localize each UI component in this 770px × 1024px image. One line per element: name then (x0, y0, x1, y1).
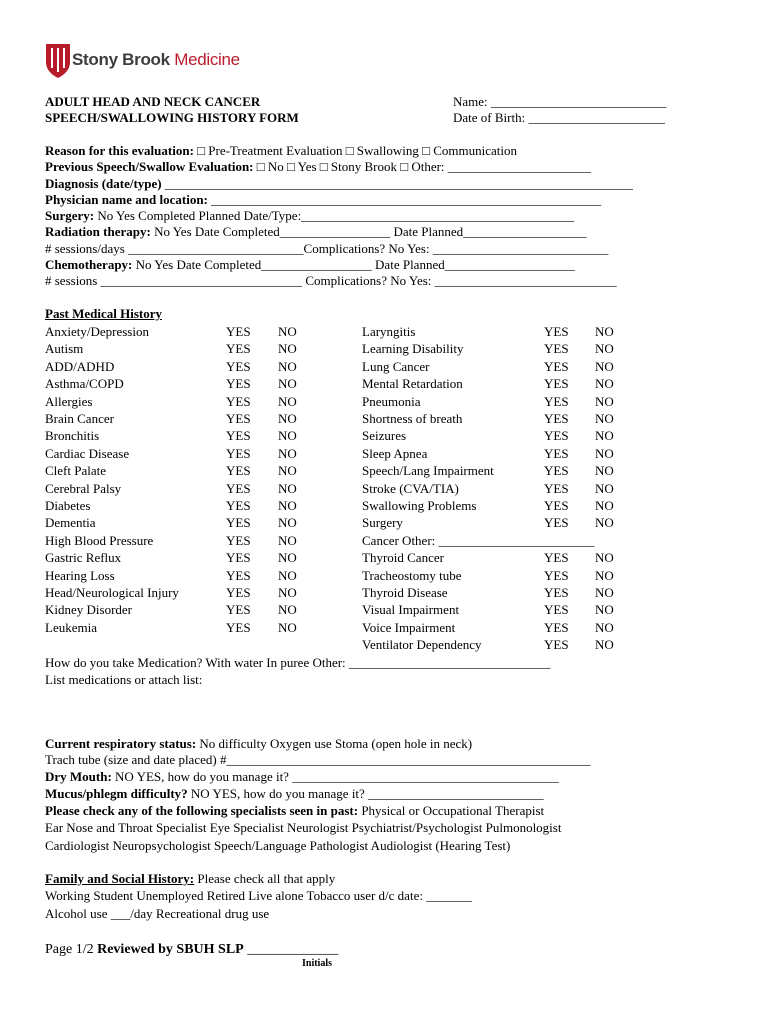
pmh-yes-checkbox[interactable]: YES (544, 550, 569, 566)
pmh-no-checkbox[interactable]: NO (278, 341, 297, 357)
pmh-yes-checkbox[interactable]: YES (226, 324, 251, 339)
pmh-yes-checkbox[interactable]: YES (544, 358, 569, 374)
dry-mouth-options[interactable]: NO YES, how do you manage it? _________________________________________ (115, 769, 559, 784)
pmh-condition: Brain Cancer (45, 411, 114, 426)
diagnosis-field[interactable]: ________________________________________________________________________ (164, 176, 633, 191)
pmh-condition: Hearing Loss (45, 567, 115, 583)
family-label: Family and Social History: (45, 871, 195, 886)
footer-row (45, 942, 338, 958)
diagnosis-label: Diagnosis (date/type) (45, 176, 162, 191)
specialists-row-3[interactable]: Cardiologist Neuropsychologist Speech/Language Pathologist Audiologist (Hearing Test) (45, 838, 511, 853)
chemo-options[interactable]: No Yes Date Completed_________________ Date Planned____________________ (135, 257, 575, 272)
physician-field[interactable]: ____________________________________________________________ (211, 192, 602, 207)
pmh-condition: Diabetes (45, 498, 91, 513)
pmh-no-checkbox[interactable]: NO (278, 532, 297, 548)
pmh-yes-checkbox[interactable]: YES (226, 602, 251, 618)
pmh-yes-checkbox[interactable]: YES (226, 376, 251, 392)
pmh-condition: Tracheostomy tube (362, 567, 462, 583)
reason-options[interactable]: □ Pre-Treatment Evaluation □ Swallowing □ Communication (197, 143, 518, 158)
radiation-sessions-row[interactable]: # sessions/days ___________________________Complications? No Yes: ___________________________ (45, 241, 609, 256)
pmh-no-checkbox[interactable]: NO (278, 567, 297, 583)
reason-row (45, 143, 517, 159)
respiratory-row (45, 736, 472, 752)
pmh-yes-checkbox[interactable]: YES (226, 515, 251, 531)
pmh-yes-checkbox[interactable]: YES (226, 498, 251, 513)
pmh-no-checkbox[interactable]: NO (278, 585, 297, 600)
previous-eval-label: Previous Speech/Swallow Evaluation: (45, 159, 254, 174)
pmh-condition: Swallowing Problems (362, 498, 477, 513)
pmh-no-checkbox[interactable]: NO (595, 480, 614, 496)
pmh-condition: Cleft Palate (45, 463, 107, 479)
pmh-no-checkbox[interactable]: NO (278, 428, 297, 444)
family-row-1[interactable]: Working Student Unemployed Retired Live alone Tobacco user d/c date: _______ (45, 888, 472, 903)
pmh-condition: Ventilator Dependency (362, 637, 482, 653)
pmh-condition: Surgery (362, 515, 403, 531)
physician-row (45, 192, 601, 208)
pmh-yes-checkbox[interactable]: YES (544, 515, 569, 531)
pmh-condition: Thyroid Cancer (362, 550, 444, 566)
family-row (45, 871, 335, 887)
radiation-label: Radiation therapy: (45, 224, 151, 239)
pmh-no-checkbox[interactable]: NO (278, 463, 297, 479)
pmh-yes-checkbox[interactable]: YES (544, 480, 569, 496)
pmh-no-checkbox[interactable]: NO (278, 498, 297, 513)
pmh-condition: Head/Neurological Injury (45, 585, 179, 600)
pmh-no-checkbox[interactable]: NO (595, 515, 614, 531)
pmh-condition: Kidney Disorder (45, 602, 133, 618)
pmh-no-checkbox[interactable]: NO (278, 445, 297, 461)
pmh-no-checkbox[interactable]: NO (595, 602, 614, 618)
pmh-condition: Anxiety/Depression (45, 324, 149, 339)
pmh-yes-checkbox[interactable]: YES (544, 341, 569, 357)
dob-field[interactable]: Date of Birth: _____________________ (453, 110, 665, 125)
pmh-yes-checkbox[interactable]: YES (544, 637, 569, 653)
pmh-yes-checkbox[interactable]: YES (226, 567, 251, 583)
pmh-yes-checkbox[interactable]: YES (544, 393, 569, 409)
form-title-line2: SPEECH/SWALLOWING HISTORY FORM (45, 110, 299, 125)
pmh-no-checkbox[interactable]: NO (595, 463, 614, 479)
pmh-yes-checkbox[interactable]: YES (544, 619, 569, 635)
specialists-row (45, 803, 544, 819)
pmh-yes-checkbox[interactable]: YES (226, 619, 251, 635)
pmh-no-checkbox[interactable]: NO (278, 602, 297, 618)
pmh-no-checkbox[interactable]: NO (595, 358, 614, 374)
pmh-condition: Learning Disability (362, 341, 464, 357)
pmh-yes-checkbox[interactable]: YES (226, 393, 251, 409)
pmh-condition: Cardiac Disease (45, 445, 130, 461)
pmh-yes-checkbox[interactable]: YES (226, 428, 251, 444)
form-title-line1: ADULT HEAD AND NECK CANCER (45, 94, 261, 109)
mucus-options[interactable]: NO YES, how do you manage it? ___________________________ (190, 786, 544, 801)
pmh-condition: Gastric Reflux (45, 550, 122, 566)
pmh-yes-checkbox[interactable]: YES (544, 428, 569, 444)
pmh-no-checkbox[interactable]: NO (595, 567, 614, 583)
stony-brook-logo (46, 42, 70, 83)
medication-list-label: List medications or attach list: (45, 672, 203, 687)
surgery-label: Surgery: (45, 208, 95, 223)
pmh-yes-checkbox[interactable]: YES (544, 463, 569, 479)
pmh-yes-checkbox[interactable]: YES (544, 324, 569, 339)
pmh-condition: Cerebral Palsy (45, 480, 122, 496)
pmh-surgery-other[interactable]: Cancer Other: ________________________ (362, 532, 595, 548)
pmh-condition: Lung Cancer (362, 358, 430, 374)
mucus-row (45, 786, 544, 802)
name-field[interactable]: Name: ___________________________ (453, 94, 667, 109)
respiratory-label: Current respiratory status: (45, 736, 197, 751)
family-note: Please check all that apply (194, 871, 336, 886)
previous-eval-row (45, 159, 591, 175)
pmh-no-checkbox[interactable]: NO (595, 341, 614, 357)
pmh-yes-checkbox[interactable]: YES (544, 376, 569, 392)
pmh-no-checkbox[interactable]: NO (278, 393, 297, 409)
pmh-no-checkbox[interactable]: NO (278, 358, 297, 374)
pmh-no-checkbox[interactable]: NO (278, 619, 297, 635)
pmh-yes-checkbox[interactable]: YES (544, 602, 569, 618)
pmh-yes-checkbox[interactable]: YES (226, 550, 251, 566)
pmh-heading: Past Medical History (45, 306, 162, 321)
pmh-condition: Sleep Apnea (362, 445, 428, 461)
pmh-no-checkbox[interactable]: NO (278, 515, 297, 531)
logo-accent: Medicine (174, 50, 240, 69)
pmh-no-checkbox[interactable]: NO (595, 619, 614, 635)
pmh-condition: ADD/ADHD (45, 358, 115, 374)
pmh-condition: Dementia (45, 515, 96, 531)
pmh-no-checkbox[interactable]: NO (278, 376, 297, 392)
pmh-condition: Pneumonia (362, 393, 421, 409)
page-number: Page 1/2 (45, 942, 94, 957)
pmh-yes-checkbox[interactable]: YES (226, 585, 251, 600)
pmh-condition: Visual Impairment (362, 602, 460, 618)
pmh-condition: Seizures (362, 428, 407, 444)
pmh-no-checkbox[interactable]: NO (278, 480, 297, 496)
pmh-yes-checkbox[interactable]: YES (226, 341, 251, 357)
pmh-condition: Mental Retardation (362, 376, 463, 392)
pmh-yes-checkbox[interactable]: YES (226, 445, 251, 461)
physician-label: Physician name and location: (45, 192, 208, 207)
chemo-label: Chemotherapy: (45, 257, 133, 272)
pmh-condition: Voice Impairment (362, 619, 456, 635)
radiation-row (45, 224, 587, 240)
initials-field[interactable]: _____________ (247, 942, 339, 957)
logo-wordmark (72, 50, 240, 70)
pmh-condition: Shortness of breath (362, 411, 463, 426)
pmh-no-checkbox[interactable]: NO (595, 376, 614, 392)
pmh-yes-checkbox[interactable]: YES (544, 498, 569, 513)
pmh-yes-checkbox[interactable]: YES (226, 411, 251, 426)
pmh-no-checkbox[interactable]: NO (595, 428, 614, 444)
pmh-yes-checkbox[interactable]: YES (544, 567, 569, 583)
pmh-yes-checkbox[interactable]: YES (226, 358, 251, 374)
specialists-label: Please check any of the following specialists seen in past: (45, 803, 359, 818)
pmh-yes-checkbox[interactable]: YES (226, 463, 251, 479)
reviewed-label: Reviewed by SBUH SLP (97, 942, 244, 957)
pmh-condition: High Blood Pressure (45, 532, 154, 548)
pmh-yes-checkbox[interactable]: YES (226, 480, 251, 496)
dry-mouth-label: Dry Mouth: (45, 769, 112, 784)
radiation-options[interactable]: No Yes Date Completed_________________ Date Planned___________________ (154, 224, 587, 239)
pmh-condition: Thyroid Disease (362, 585, 448, 600)
initials-label: Initials (302, 958, 333, 969)
pmh-no-checkbox[interactable]: NO (278, 411, 297, 426)
diagnosis-row (45, 176, 633, 192)
pmh-condition: Laryngitis (362, 324, 416, 339)
pmh-no-checkbox[interactable]: NO (278, 550, 297, 566)
specialists-option-1[interactable]: Physical or Occupational Therapist (361, 803, 545, 818)
pmh-no-checkbox[interactable]: NO (595, 498, 614, 513)
pmh-condition: Allergies (45, 393, 93, 409)
pmh-no-checkbox[interactable]: NO (595, 393, 614, 409)
logo-brand: Stony Brook (72, 50, 170, 69)
pmh-condition: Asthma/COPD (45, 376, 124, 392)
pmh-no-checkbox[interactable]: NO (595, 550, 614, 566)
pmh-no-checkbox[interactable]: NO (595, 411, 614, 426)
reason-label: Reason for this evaluation: (45, 143, 194, 158)
surgery-row (45, 208, 574, 224)
pmh-condition: Bronchitis (45, 428, 100, 444)
chemo-row (45, 257, 575, 273)
pmh-yes-checkbox[interactable]: YES (226, 532, 251, 548)
family-row-2[interactable]: Alcohol use ___/day Recreational drug use (45, 906, 270, 921)
pmh-condition: Speech/Lang Impairment (362, 463, 494, 479)
pmh-no-checkbox[interactable]: NO (595, 445, 614, 461)
surgery-options[interactable]: No Yes Completed Planned Date/Type:__________________________________________ (97, 208, 575, 223)
pmh-condition: Leukemia (45, 619, 97, 635)
pmh-no-checkbox[interactable]: NO (595, 637, 614, 653)
specialists-row-2[interactable]: Ear Nose and Throat Specialist Eye Specialist Neurologist Psychiatrist/Psychologist Pulmonologist (45, 820, 562, 835)
trach-row[interactable]: Trach tube (size and date placed) #________________________________________________________ (45, 752, 591, 767)
pmh-no-checkbox[interactable]: NO (595, 585, 614, 600)
respiratory-options[interactable]: No difficulty Oxygen use Stoma (open hole in neck) (199, 736, 473, 751)
medication-method-row[interactable]: How do you take Medication? With water In puree Other: _______________________________ (45, 655, 551, 670)
pmh-yes-checkbox[interactable]: YES (544, 411, 569, 426)
dry-mouth-row (45, 769, 559, 785)
pmh-condition: Stroke (CVA/TIA) (362, 480, 459, 496)
pmh-yes-checkbox[interactable]: YES (544, 445, 569, 461)
pmh-no-checkbox[interactable]: NO (278, 324, 297, 339)
previous-eval-options[interactable]: □ No □ Yes □ Stony Brook □ Other: ______________________ (256, 159, 591, 174)
pmh-yes-checkbox[interactable]: YES (544, 585, 569, 600)
mucus-label: Mucus/phlegm difficulty? (45, 786, 188, 801)
shield-icon (46, 42, 70, 78)
pmh-condition: Autism (45, 341, 84, 357)
chemo-sessions-row[interactable]: # sessions _______________________________ Complications? No Yes: ____________________________ (45, 273, 617, 288)
pmh-no-checkbox[interactable]: NO (595, 324, 614, 339)
